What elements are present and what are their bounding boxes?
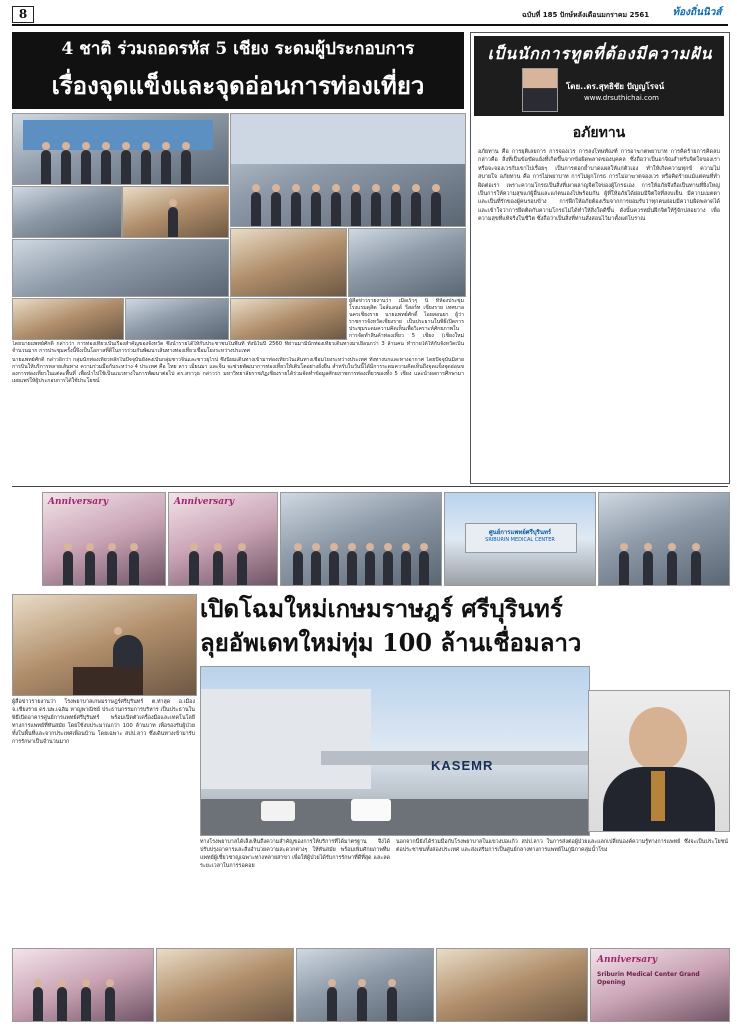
column-author-photo xyxy=(522,68,558,112)
article1-photo-audience-left xyxy=(12,186,122,238)
masthead-logo: ท้องถิ่นนิวส์ xyxy=(672,7,722,18)
article1-photo-workshop-2 xyxy=(125,298,229,340)
article2-headline-line2: ลุยอัพเดทใหม่ทุ่ม 100 ล้านเชื่อมลาว xyxy=(200,628,582,657)
article2-text-col2: ทางโรงพยาบาลได้เล็งเห็นถึงความสำคัญของการให้บริการที่ได้มาตรฐาน จึงได้ปรับปรุงอาคารและสิ่งอำนวยความสะดวกต่างๆ ให้ทันสมัย พร้อมเพิ่มศักยภาพทีมแพทย์ผู้เชี่ยวชาญเฉพาะทางหลายสาขา เพื่อให้ผู้ป่วยได้รับการรักษาที่ดีที่สุด และลดระยะเวลาในการรอคอย xyxy=(200,839,390,869)
article1-photo-workshop-3 xyxy=(230,298,347,340)
article1-photo-workshop-1 xyxy=(12,298,124,340)
article2-text-col3: นอกจากนี้ยังได้ร่วมมือกับโรงพยาบาลในแขวงบ่อแก้ว สปป.ลาว ในการส่งต่อผู้ป่วยและแลกเปลี่ยนองค์ความรู้ทางการแพทย์ ซึ่งจะเป็นประโยชน์ต่อประชาชนทั้งสองประเทศ และส่งเสริมการเป็นศูนย์กลางทางการแพทย์ในภูมิภาคลุ่มน้ำโขง xyxy=(396,839,728,853)
article2-photo-bottom-3 xyxy=(296,948,434,1022)
article2-photo-bottom-2 xyxy=(156,948,294,1022)
column-title: เป็นนักการทูตที่ต้องมีความฝัน xyxy=(487,44,713,63)
article2-headline-line1: เปิดโฉมใหม่เกษมราษฎร์ ศรีบุรินทร์ xyxy=(200,594,563,623)
article1-photo-meeting-room xyxy=(12,239,229,297)
article2-photo-hospital-building: KASEMR xyxy=(200,666,590,836)
article1-intro-text: ผู้สื่อข่าวรายงานว่า เมื่อเร็วๆ นี้ ที่ห้องประชุม โรงแรมดุสิต ไอส์แลนด์ รีสอร์ท เชียงราย เทศบาลนครเชียงราย นายแพทย์ศักดิ์ ไอยสอนยา ผู้ว่าราชการจังหวัดเชียงราย เป็นประธานในพิธีเปิดการประชุมระดมความคิดเห็นเพื่อวิเคราะห์ศักยภาพในการจัดทำสินค้าท่องเที่ยว 5 เชียง (เชียงใหม่ xyxy=(349,298,464,338)
article1-headline-line2: เรื่องจุดแข็งและจุดอ่อนการท่องเที่ยว xyxy=(51,71,425,100)
column-text: อภัยทาน คือ การยุติเลยการ การจองเวร การลงโทษทัณฑ์ การอาฆาตพยาบาท การคิดร้ายการคิดลบ กล่าวคือ สิ่งที่เป็นข้อขัดแย้งที่เกิดขึ้นจากข้อผิดพลาดของบุคคล ซึ่งถือว่าเป็นอาจิณสำหรับจิตใจของเรา หรือจะจองเวรกับเขาไปเรื่อยๆ เป็นการตอกย้ำบาดแผลให้แก่ตัวเอง ทำให้เกิดความทุกข์ ความไม่สบายใจ อภัยทาน คือ การไม่พยาบาท การไม่ผูกโกรธ การไม่อาฆาตจองเวร หรือคิดร้ายแม้แต่คนที่ทำผิดต่อเรา เพราะความโกรธเป็นสิ่งที่เผาผลาญจิตใจของผู้โกรธเอง การให้อภัยจึงถือเป็นทานที่ยิ่งใหญ่ เป็นการให้ความสุขแก่ผู้อื่นและแก่ตนเองไปพร้อมกัน ผู้ที่ให้อภัยได้ย่อมมีจิตใจที่สงบเย็น มีความเมตตา และเป็นที่รักของผู้คนรอบข้าง การฝึกให้อภัยต้องเริ่มจากการยอมรับว่าทุกคนย่อมมีความผิดพลาดได้ และเข้าใจว่าการยึดติดกับความโกรธไม่ได้ทำให้สิ่งใดดีขึ้น ดังนั้นควรหมั่นฝึกจิตให้รู้จักปล่อยวาง เพื่อความสุขที่แท้จริงในชีวิต ซึ่งถือว่าเป็นสิ่งที่ท่านสั่งสอนไว้มาตั้งแต่โบราณ xyxy=(478,149,720,223)
article2-photo-bottom-1 xyxy=(12,948,154,1022)
column-subtitle: อภัยทาน xyxy=(572,125,626,141)
masthead-rule xyxy=(12,24,728,26)
article2-photo-executive-portrait xyxy=(588,690,730,832)
article2-photo-ceremony-1: Anniversary xyxy=(42,492,166,586)
column-website: www.drsuthichai.com xyxy=(584,94,659,102)
section-divider xyxy=(12,486,728,487)
article1-body-text: นายแพทย์ศักดิ์ กล่าวอีกว่า กลุ่มนักท่องเที่ยวหลักในปัจจุบันยังคงเป็นกลุ่มชาวจีนและชาวยุโรป ซึ่งนิยมเดินทางเข้ามาท่องเที่ยวในเส้นทางเชื่อมโยงระหว่างประเทศ ทั้งทางบกและทางอากาศ โดยปัจจุบันมีสายการบินให้บริการหลายเส้นทาง ความร่วมมือกันระหว่าง 4 ประเทศ คือ ไทย ลาว เมียนมา และจีน จะช่วยพัฒนาการท่องเที่ยวให้เติบโตอย่างยั่งยืน สำหรับในวันนี้ได้มีการระดมความคิดเห็นถึงจุดแข็งจุดอ่อนของการท่องเที่ยวในแต่ละพื้นที่ เพื่อนำไปใช้เป็นแนวทางในการพัฒนาต่อไป ดร.สราวุธ กล่าวว่า มหาวิทยาลัยราชภัฏเชียงรายได้ร่วมจัดทำข้อมูลศักยภาพการท่องเที่ยวของทั้ง 5 เชียง และนำผลการศึกษามาเผยแพร่ให้ผู้ประกอบการได้ใช้ประโยชน์ xyxy=(12,357,464,384)
article2-photo-bottom-4 xyxy=(436,948,588,1022)
article1-photo-speaker xyxy=(122,186,229,238)
article2-photo-group xyxy=(280,492,442,586)
article1-photo-conference-stage xyxy=(12,113,229,185)
column-byline: โดย..ดร.สุทธิชัย ปัญญโรจน์ xyxy=(566,82,665,91)
article2-text-col1: ผู้สื่อข่าวรายงานว่า โรงพยาบาลเกษมราษฎร์ศรีบุรินทร์ ต.ท่าสุด อ.เมือง จ.เชียงราย ดร.นพ.เฉลิม หาญพาณิชย์ ประธานกรรมการบริหาร เป็นประธานในพิธีเปิดอาคารศูนย์การแพทย์ศรีบุรินทร์ พร้อมเปิดตัวเครื่องมือและเทคโนโลยีทางการแพทย์ที่ทันสมัย โดยใช้งบประมาณกว่า 100 ล้านบาท เพื่อรองรับผู้ป่วยทั้งในพื้นที่และจากประเทศเพื่อนบ้าน โดยเฉพาะ สปป.ลาว ซึ่งเดินทางเข้ามารับการรักษาเป็นจำนวนมาก xyxy=(12,699,195,745)
article1-headline-band xyxy=(12,32,464,109)
article2-photo-ceremony-2: Anniversary xyxy=(168,492,278,586)
article1-photo-discussion xyxy=(230,228,347,297)
article1-headline-line1: 4 ชาติ ร่วมถอดรหัส 5 เชียง ระดมผู้ประกอบการ xyxy=(61,39,415,59)
article1-column-text: โดยนายแพทย์ศักดิ์ กล่าวว่า การท่องเที่ยวเป็นเรื่องสำคัญของจังหวัด ซึ่งนำรายได้ให้กับประชาชนในพื้นที่ ทั้งนี้ในปี 2560 ที่ผ่านมามีนักท่องเที่ยวเดินทางมาเยือนกว่า 3 ล้านคน ทำรายได้ให้กับจังหวัดเป็นจำนวนมาก การประชุมครั้งนี้จึงเป็นโอกาสที่ดีในการร่วมกันพัฒนาเส้นทางท่องเที่ยวเชื่อมโยงระหว่างประเทศ xyxy=(12,341,464,354)
issue-line: ฉบับที่ 185 ปักษ์หลังเดือนมกราคม 2561 xyxy=(522,11,650,19)
article1-photo-tables xyxy=(348,228,466,297)
article2-photo-team xyxy=(598,492,730,586)
page-number-box: 8 xyxy=(12,6,34,23)
article2-photo-hospital-sign: ศูนย์การแพทย์ศรีบุรินทร์ SRIBURIN MEDICAL CENTER xyxy=(444,492,596,586)
article1-photo-group-main xyxy=(230,113,466,227)
article2-photo-speaker-podium xyxy=(12,594,197,696)
article2-photo-grand-opening: Anniversary Sriburin Medical Center Grand Opening xyxy=(590,948,730,1022)
